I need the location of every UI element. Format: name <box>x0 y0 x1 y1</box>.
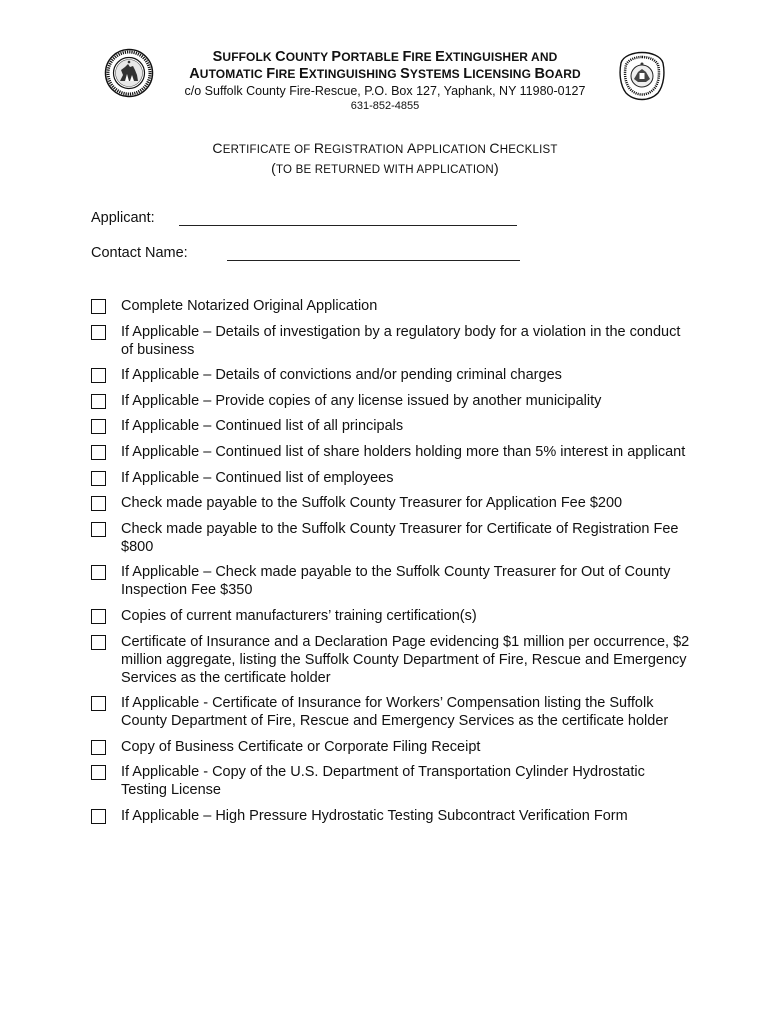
checklist-item-text: If Applicable – High Pressure Hydrostatic Testing Subcontract Verification Form <box>121 807 628 824</box>
checklist-item <box>91 738 691 756</box>
board-name-line-2: AUTOMATIC FIRE EXTINGUISHING SYSTEMS LICENSING BOARD <box>189 66 581 82</box>
checkbox[interactable] <box>91 299 106 314</box>
checklist-item-text: If Applicable – Provide copies of any license issued by another municipality <box>121 392 602 409</box>
document-title <box>0 139 770 179</box>
checklist-item <box>91 323 691 359</box>
checklist-item <box>91 469 691 487</box>
checkbox[interactable] <box>91 565 106 580</box>
checkbox[interactable] <box>91 765 106 780</box>
checkbox[interactable] <box>91 471 106 486</box>
checkbox[interactable] <box>91 740 106 755</box>
applicant-field[interactable] <box>179 225 517 226</box>
contact-name-label: Contact Name: <box>91 245 188 261</box>
checkbox[interactable] <box>91 368 106 383</box>
checklist-item-text: Copies of current manufacturers’ training certification(s) <box>121 607 477 624</box>
checkbox[interactable] <box>91 809 106 824</box>
checklist-item <box>91 807 691 825</box>
checklist-item <box>91 297 691 315</box>
checkbox[interactable] <box>91 496 106 511</box>
checklist-item-text: If Applicable - Copy of the U.S. Department of Transportation Cylinder Hydrostatic Testing License <box>121 764 645 799</box>
checklist-item-text: Complete Notarized Original Application <box>121 298 378 314</box>
checklist-item-text: Check made payable to the Suffolk County Treasurer for Application Fee $200 <box>121 495 623 512</box>
checkbox[interactable] <box>91 696 106 711</box>
checkbox[interactable] <box>91 635 106 650</box>
checklist-item <box>91 763 691 799</box>
checkbox[interactable] <box>91 522 106 537</box>
applicant-label: Applicant: <box>91 210 155 226</box>
application-checklist <box>91 297 691 833</box>
checklist-item <box>91 392 691 410</box>
checkbox[interactable] <box>91 394 106 409</box>
checklist-item-text: If Applicable - Certificate of Insurance for Workers’ Compensation listing the Suffolk County Department of Fire, Rescue and Emergency Services as the certificate holder <box>121 695 669 730</box>
checklist-item <box>91 417 691 435</box>
checkbox[interactable] <box>91 445 106 460</box>
checklist-item-text: If Applicable – Continued list of share holders holding more than 5% interest in applicant <box>121 443 686 460</box>
title-line-1: CERTIFICATE OF REGISTRATION APPLICATION CHECKLIST <box>212 140 558 156</box>
checkbox[interactable] <box>91 609 106 624</box>
checklist-item-text: Certificate of Insurance and a Declaration Page evidencing $1 million per occurrence, $2 million aggregate, listing the Suffolk County Department of Fire, Rescue and Emergency Services as the certificate holder <box>121 633 690 686</box>
board-address: c/o Suffolk County Fire-Rescue, P.O. Box 127, Yaphank, NY 11980-0127 <box>184 84 586 98</box>
title-line-2: (TO BE RETURNED WITH APPLICATION) <box>271 160 499 176</box>
checklist-item-text: If Applicable – Continued list of employees <box>121 469 394 486</box>
checklist-item <box>91 443 691 461</box>
checklist-item-text: Copy of Business Certificate or Corporate Filing Receipt <box>121 738 481 755</box>
checklist-item-text: If Applicable – Check made payable to the Suffolk County Treasurer for Out of County Inspection Fee $350 <box>121 564 671 599</box>
board-phone: 631-852-4855 <box>350 100 420 112</box>
checklist-item <box>91 520 691 556</box>
checklist-item <box>91 366 691 384</box>
checklist-item-text: Check made payable to the Suffolk County Treasurer for Certificate of Registration Fee $800 <box>121 520 679 555</box>
contact-name-field[interactable] <box>227 260 520 261</box>
checklist-item <box>91 607 691 625</box>
checklist-item-text: If Applicable – Details of investigation by a regulatory body for a violation in the conduct of business <box>121 323 681 358</box>
board-header <box>0 49 770 114</box>
checklist-item <box>91 563 691 599</box>
checklist-item-text: If Applicable – Continued list of all principals <box>121 418 404 435</box>
board-name-line-1: SUFFOLK COUNTY PORTABLE FIRE EXTINGUISHER AND <box>212 49 558 65</box>
checkbox[interactable] <box>91 419 106 434</box>
checklist-item <box>91 694 691 730</box>
checkbox[interactable] <box>91 325 106 340</box>
checklist-item <box>91 494 691 512</box>
checklist-item <box>91 633 691 687</box>
checklist-item-text: If Applicable – Details of convictions and/or pending criminal charges <box>121 367 562 384</box>
